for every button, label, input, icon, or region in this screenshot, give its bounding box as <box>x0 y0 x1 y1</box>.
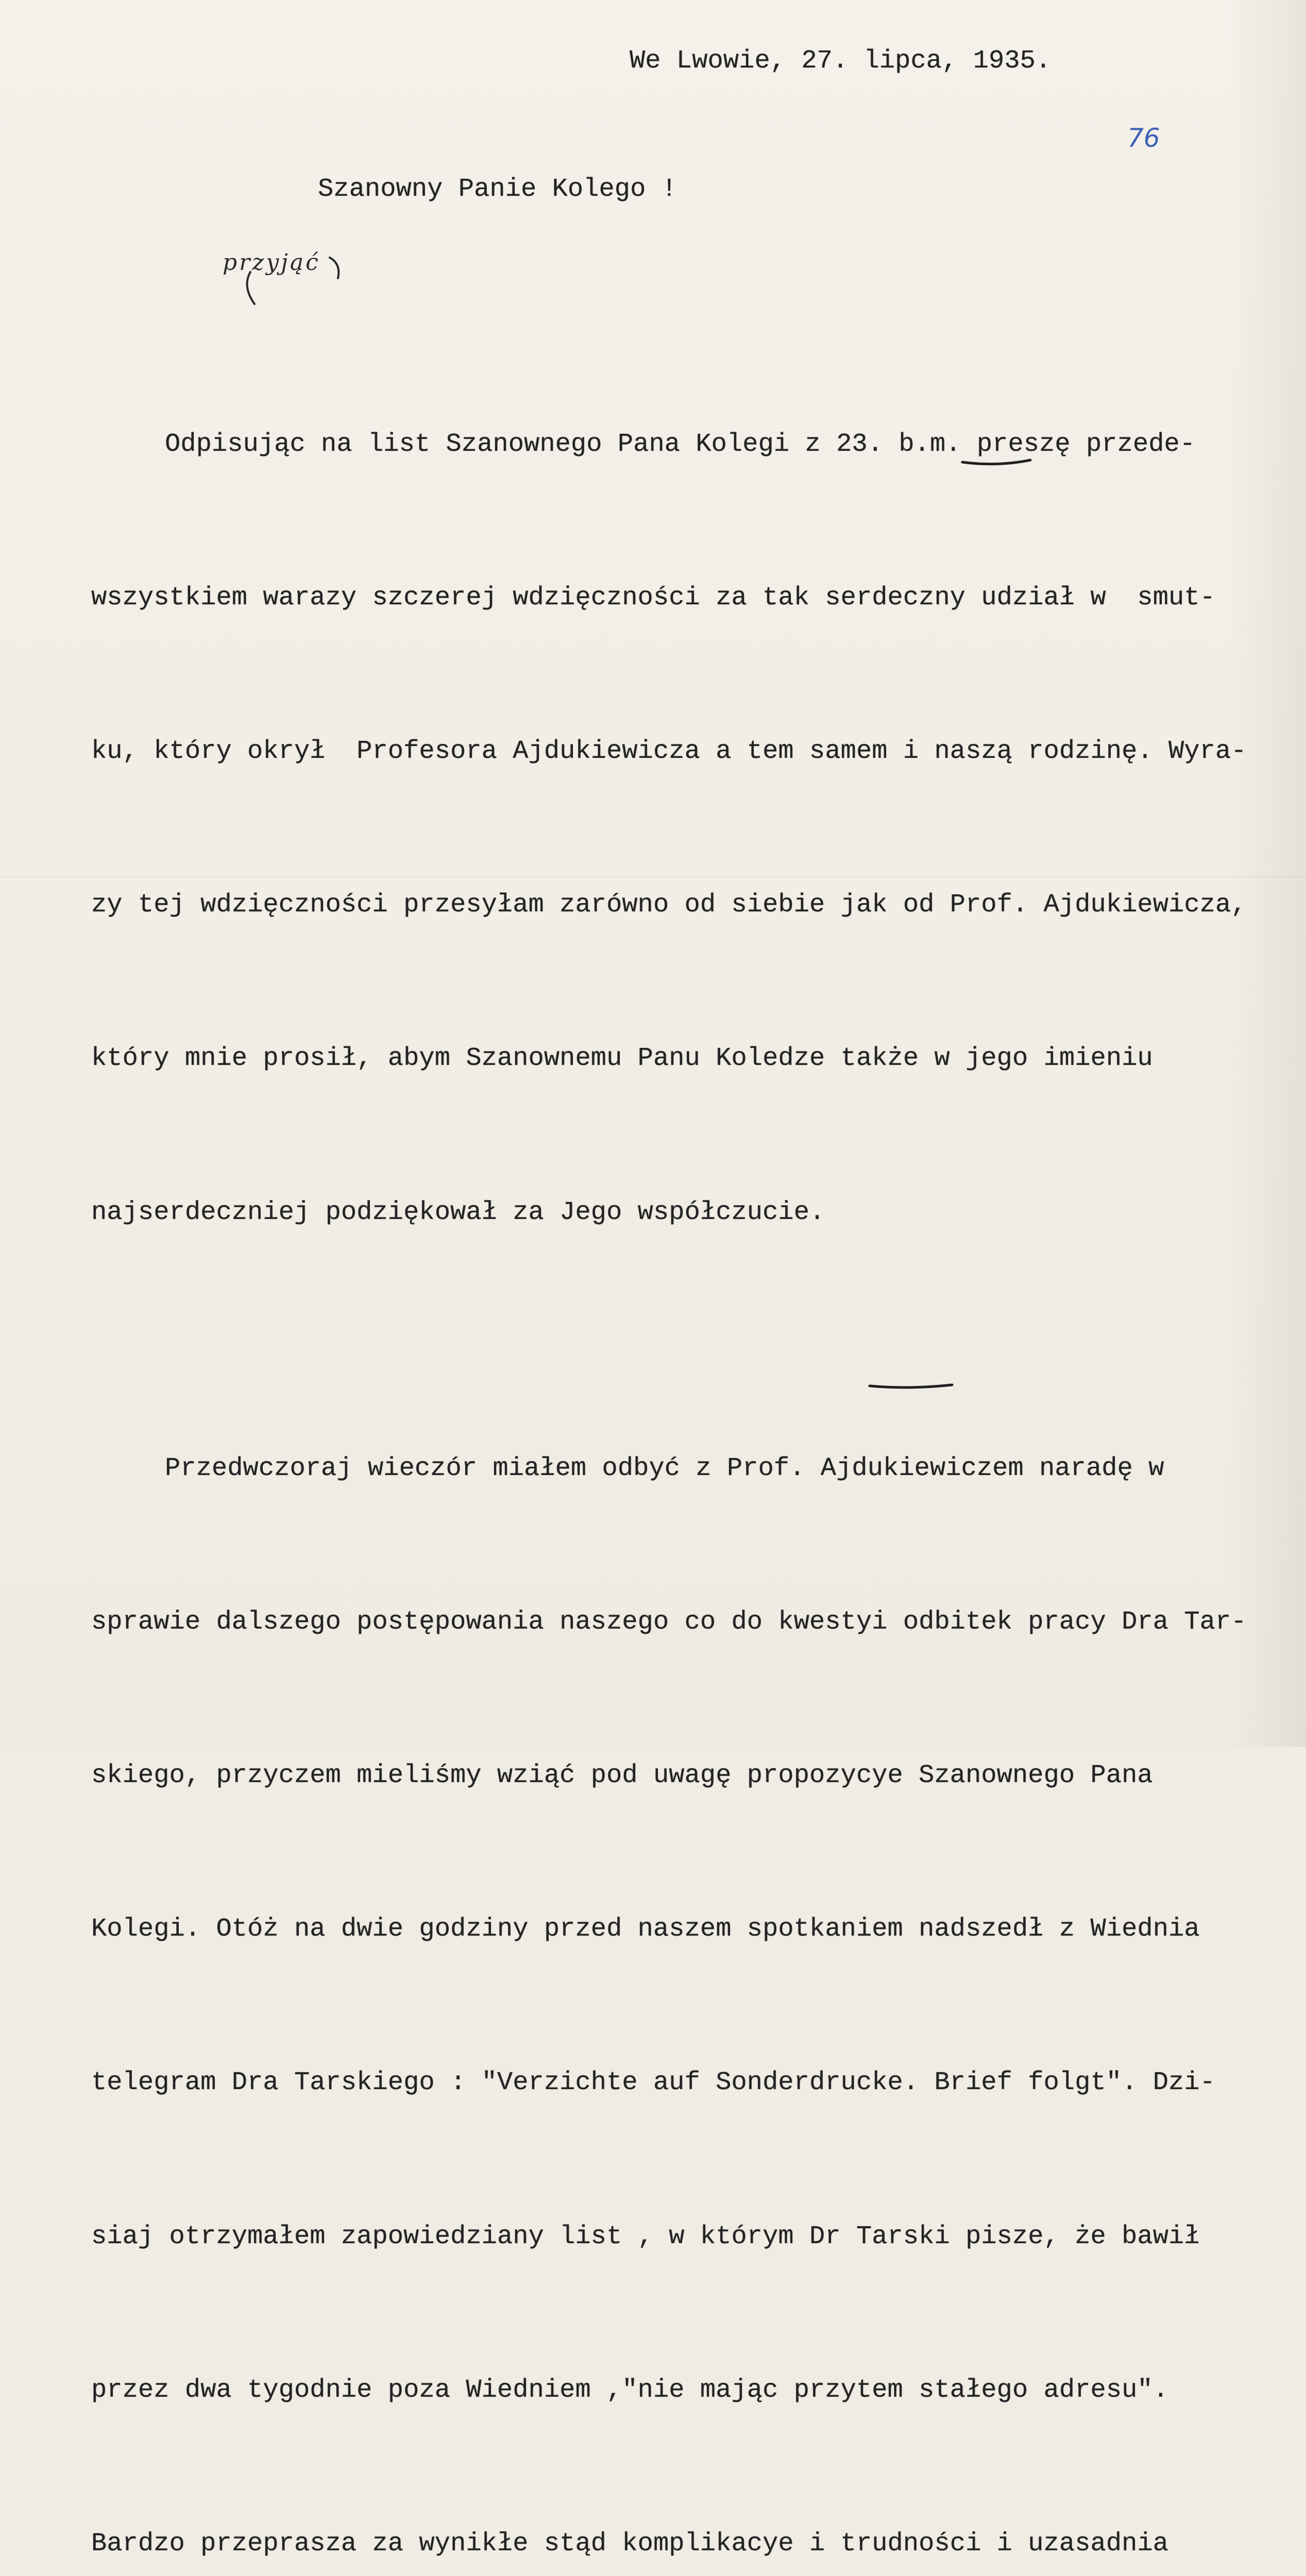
paragraph-2-line: przez dwa tygodnie poza Wiedniem ,"nie mając przytem stałego adresu". <box>91 2375 1169 2405</box>
paragraph-1-line: zy tej wdzięczności przesyłam zarówno od siebie jak od Prof. Ajdukiewicza, <box>91 890 1247 920</box>
paragraph-2-line: skiego, przyczem mieliśmy wziąć pod uwagę propozycye Szanownego Pana <box>91 1761 1153 1791</box>
paragraph-1-line: Odpisując na list Szanownego Pana Kolegi z 23. b.m. preszę przede- <box>165 429 1196 459</box>
paragraph-2-line: Bardzo przeprasza za wynikłe stąd komplikacye i trudności i uzasadnia <box>91 2529 1169 2559</box>
letter-body <box>91 214 1276 2576</box>
paragraph-2-line: Kolegi. Otóż na dwie godziny przed naszem spotkaniem nadszedł z Wiednia <box>91 1914 1200 1944</box>
paragraph-2-line: Przedwczoraj wieczór miałem odbyć z Prof. Ajdukiewiczem naradę w <box>165 1453 1164 1483</box>
handwritten-insertion: przyjąć <box>223 249 320 276</box>
paragraph-2-line: siaj otrzymałem zapowiedziany list , w którym Dr Tarski pisze, że bawił <box>91 2222 1200 2251</box>
salutation: Szanowny Panie Kolego ! <box>318 175 677 204</box>
paragraph-1-line: ku, który okrył Profesora Ajdukiewicza a tem samem i naszą rodzinę. Wyra- <box>91 737 1247 767</box>
paragraph-1-line: wszystkiem warazy szczerej wdzięczności za tak serdeczny udział w smut- <box>91 583 1215 613</box>
paragraph-2-line: sprawie dalszego postępowania naszego co do kwestyi odbitek pracy Dra Tar- <box>91 1607 1247 1637</box>
paragraph-1-line: najserdeczniej podziękował za Jego współczucie. <box>91 1197 825 1227</box>
paragraph-1-line: który mnie prosił, abym Szanownemu Panu Koledze także w jego imieniu <box>91 1044 1153 1074</box>
paragraph-2-line: telegram Dra Tarskiego : "Verzichte auf Sonderdrucke. Brief folgt". Dzi- <box>91 2068 1215 2098</box>
place-and-date: We Lwowie, 27. lipca, 1935. <box>630 46 1051 76</box>
handwritten-folio-number: 76 <box>1127 123 1160 153</box>
